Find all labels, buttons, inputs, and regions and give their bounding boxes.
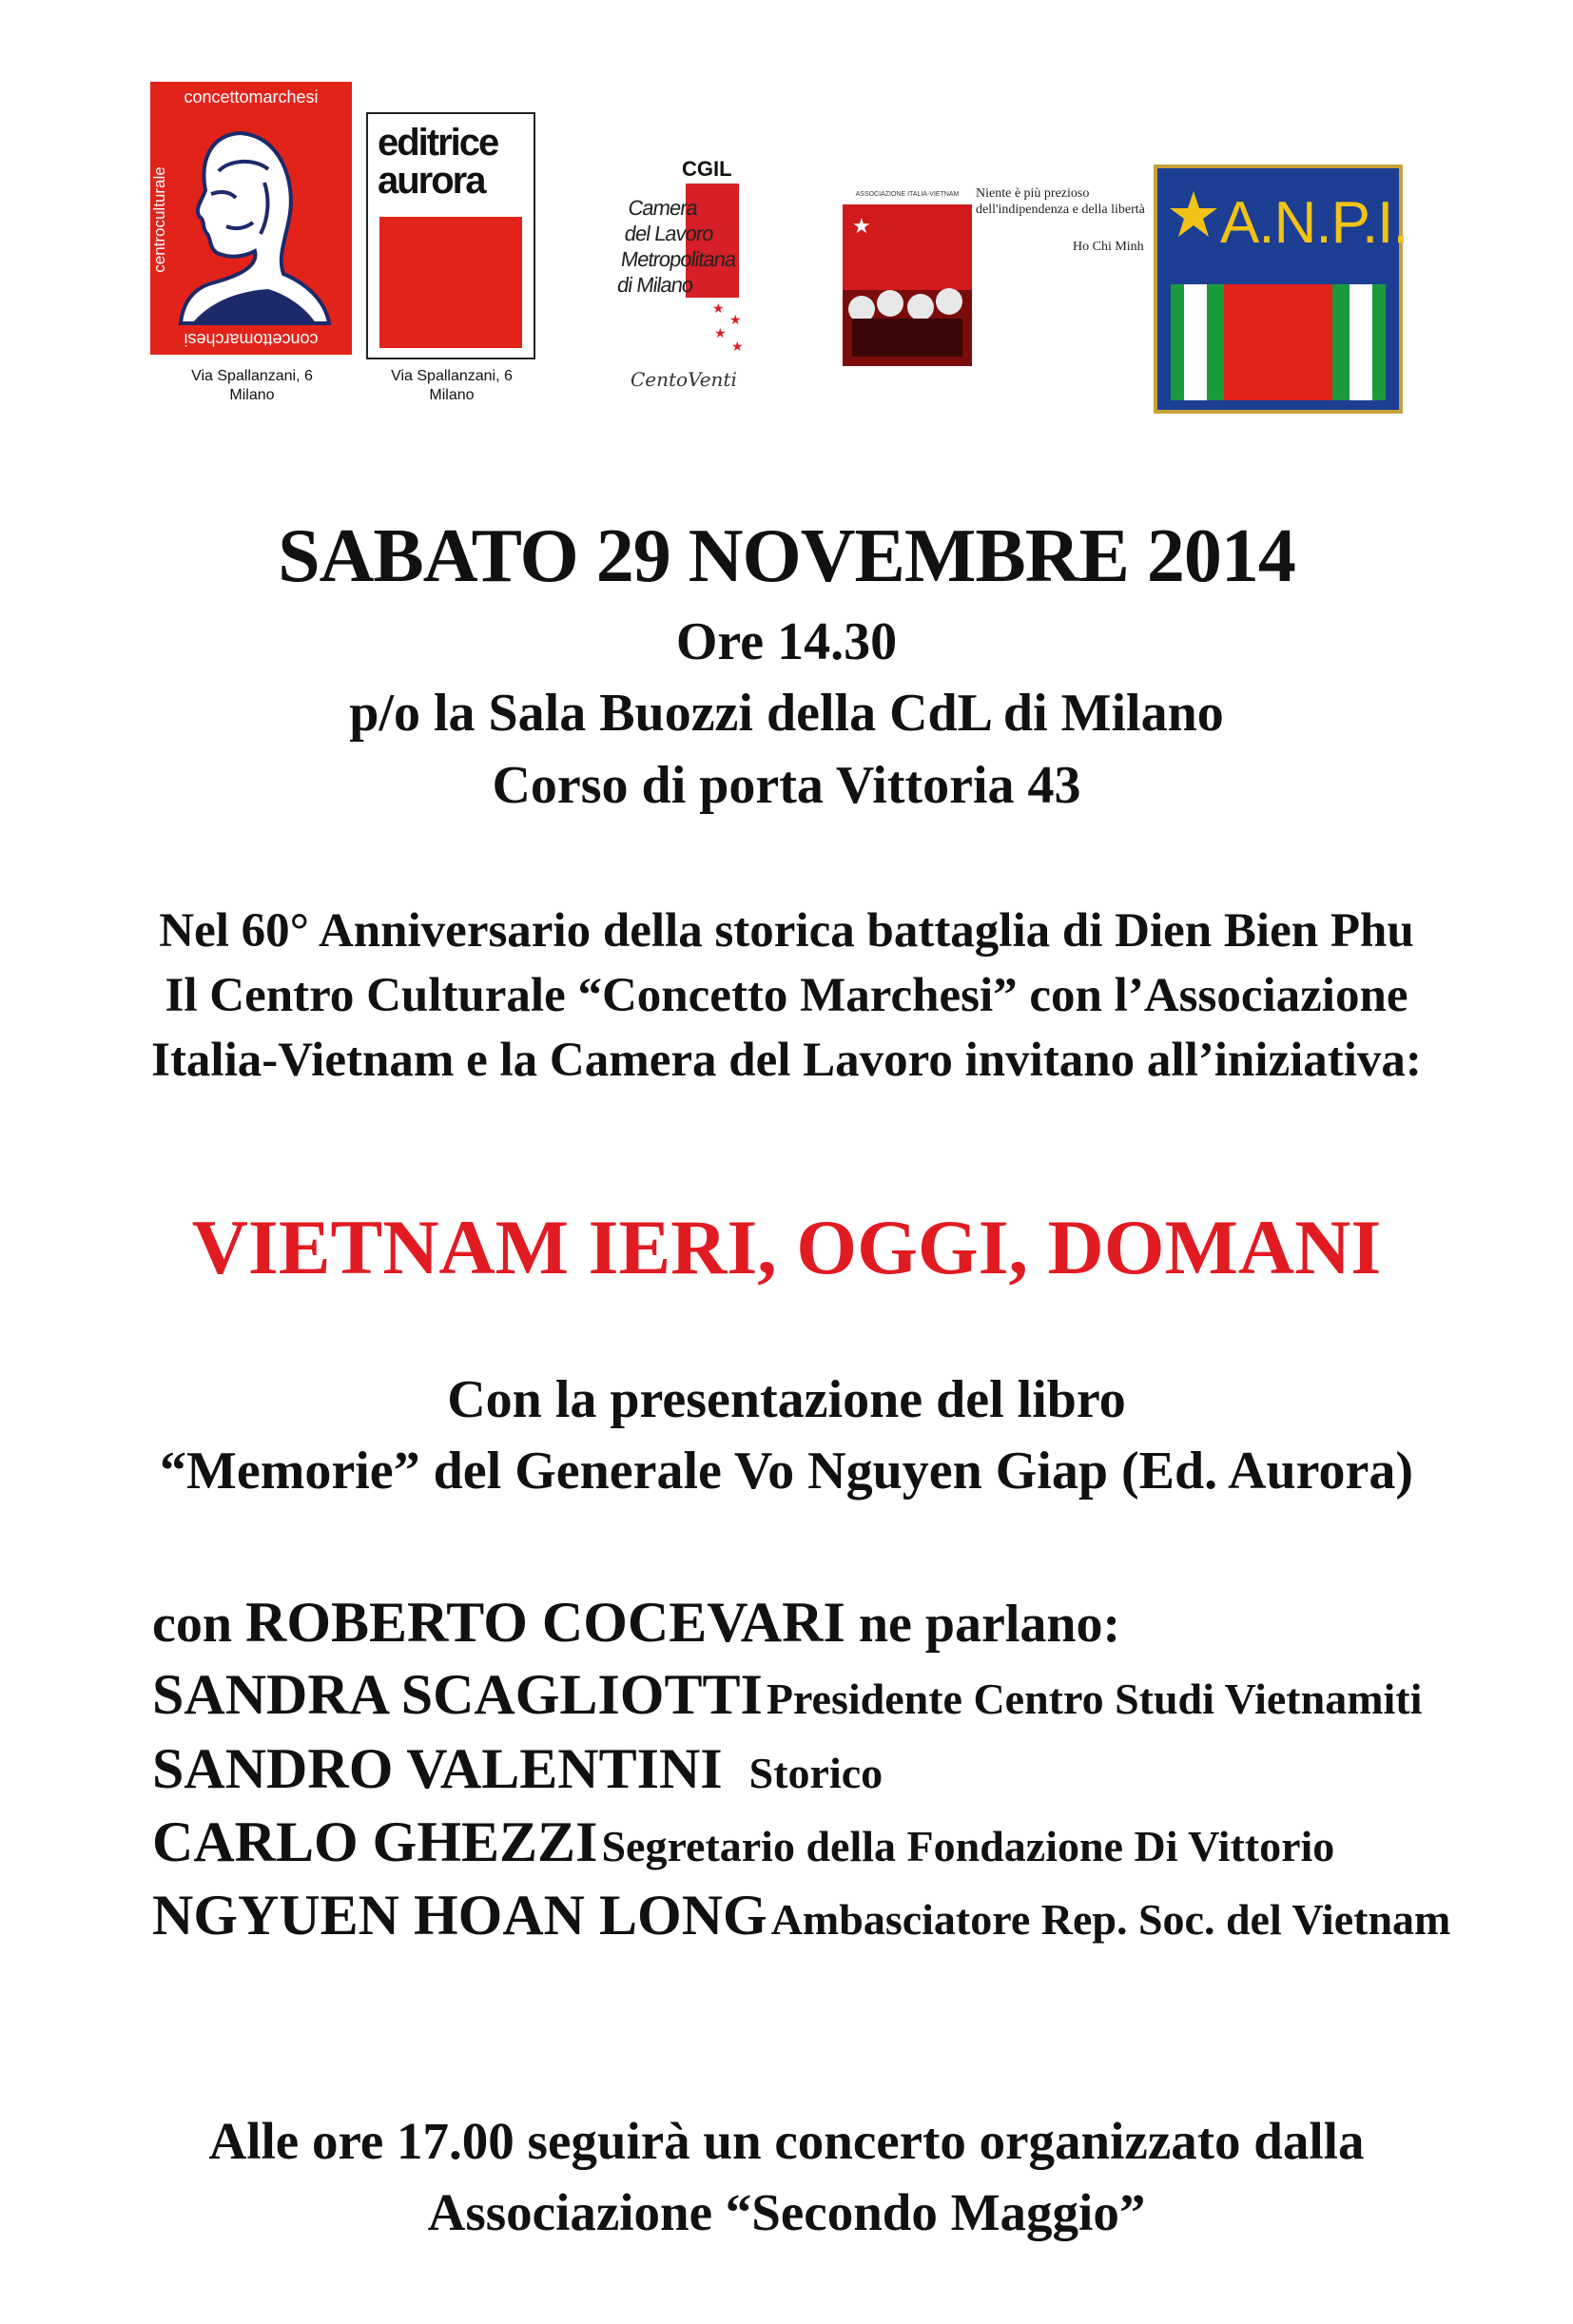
speaker-role: Storico xyxy=(748,1749,884,1797)
svg-text:★: ★ xyxy=(731,340,744,355)
italia-vietnam-logo xyxy=(843,185,972,366)
speaker-role: Presidente Centro Studi Vietnamiti xyxy=(766,1675,1423,1723)
event-address: Corso di porta Vittoria 43 xyxy=(492,756,1081,815)
speaker-name: CARLO GHEZZI xyxy=(152,1811,598,1873)
ho-chi-minh-quote: Niente è più prezioso dell'indipendenza e della libertà xyxy=(976,186,1145,217)
speaker-name: SANDRA SCAGLIOTTI xyxy=(152,1663,763,1726)
centro-culturale-logo xyxy=(150,82,366,355)
gold-star-icon xyxy=(1169,189,1218,239)
intro-line-3: Italia-Vietnam e la Camera del Lavoro invitano all’iniziativa: xyxy=(151,1034,1422,1087)
italia-vietnam-header: ASSOCIAZIONE ITALIA-VIETNAM xyxy=(843,185,972,204)
moderator-name: ROBERTO COCEVARI xyxy=(245,1591,845,1654)
anpi-text: A.N.P.I. xyxy=(1220,190,1408,256)
speaker-name: NGYUEN HOAN LONG xyxy=(152,1884,767,1946)
speaker-name: SANDRO VALENTINI xyxy=(152,1737,723,1800)
ho-chi-minh-author: Ho Chi Minh xyxy=(1073,240,1144,254)
svg-text:★: ★ xyxy=(852,214,871,238)
book-line-1: Con la presentazione del libro xyxy=(447,1370,1126,1429)
editrice-aurora-logo xyxy=(366,112,535,359)
intro-line-1: Nel 60° Anniversario della storica battaglia di Dien Bien Phu xyxy=(159,904,1414,958)
moderator-line xyxy=(152,1590,1120,1656)
speaker-row xyxy=(152,1883,1450,1948)
aurora-red-square xyxy=(379,217,522,348)
svg-text:★: ★ xyxy=(714,327,727,341)
logo-text-right: centroculturale xyxy=(348,166,366,273)
svg-text:★: ★ xyxy=(712,302,725,317)
footer-line-1: Alle ore 17.00 seguirà un concerto organizzato dalla xyxy=(208,2112,1365,2170)
logo-text-left: centroculturale xyxy=(150,166,168,273)
cgil-centoventi: CentoVenti xyxy=(631,368,737,391)
svg-text:★: ★ xyxy=(729,314,742,328)
speaker-role: Ambasciatore Rep. Soc. del Vietnam xyxy=(770,1895,1451,1944)
footer-line-2: Associazione “Secondo Maggio” xyxy=(427,2183,1146,2241)
aurora-caption: Via Spallanzani, 6 Milano xyxy=(391,368,513,403)
event-date: SABATO 29 NOVEMBRE 2014 xyxy=(278,514,1295,598)
event-title: VIETNAM IERI, OGGI, DOMANI xyxy=(191,1204,1382,1290)
crowd-flag-icon xyxy=(843,204,972,366)
cgil-name: CGIL xyxy=(682,157,732,181)
speaker-row xyxy=(152,1810,1334,1875)
logo-text-top: concettomarchesi xyxy=(184,87,319,107)
portrait-icon xyxy=(173,114,329,323)
moderator-suffix: ne parlano: xyxy=(858,1595,1121,1654)
italian-flag-icon xyxy=(1171,284,1386,400)
anpi-logo xyxy=(1154,165,1408,414)
logo-text-bottom: concettomarchesi xyxy=(184,330,319,349)
book-line-2: “Memorie” del Generale Vo Nguyen Giap (Ed. Aurora) xyxy=(160,1442,1413,1501)
aurora-name: editrice aurora xyxy=(378,122,498,202)
cgil-text: Camera del Lavoro Metropolitana di Milano xyxy=(615,196,738,297)
stars-icon xyxy=(710,300,748,357)
event-venue: p/o la Sala Buozzi della CdL di Milano xyxy=(349,684,1224,743)
speaker-row xyxy=(152,1736,883,1802)
speaker-role: Segretario della Fondazione Di Vittorio xyxy=(601,1822,1335,1870)
event-time: Ore 14.30 xyxy=(675,612,898,671)
cgil-logo xyxy=(615,157,747,404)
speaker-row xyxy=(152,1662,1422,1728)
intro-line-2: Il Centro Culturale “Concetto Marchesi” con l’Associazione xyxy=(165,969,1408,1022)
centro-caption: Via Spallanzani, 6 Milano xyxy=(191,368,313,403)
moderator-prefix: con xyxy=(152,1595,232,1654)
